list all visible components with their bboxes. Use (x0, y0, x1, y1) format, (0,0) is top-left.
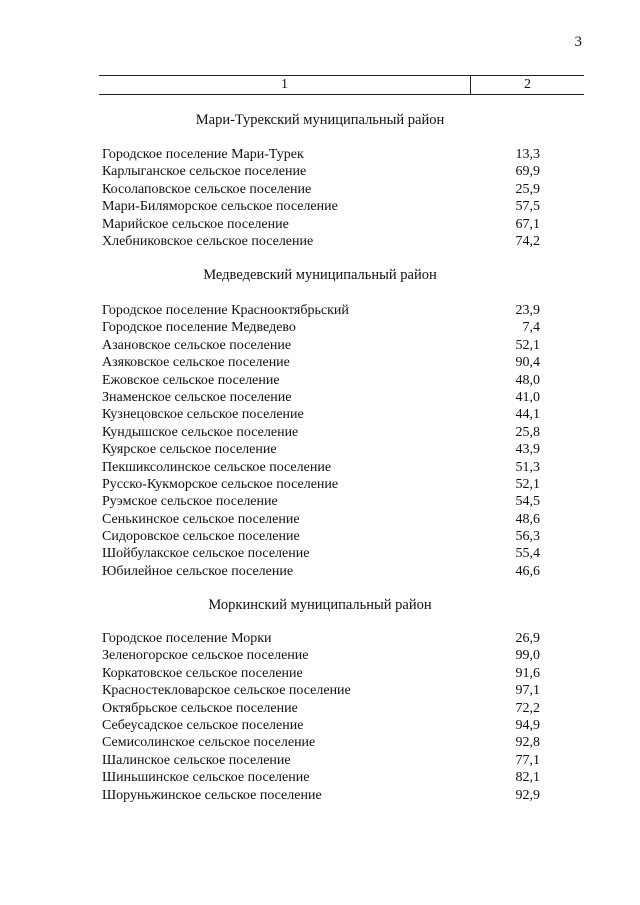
settlement-value: 44,1 (515, 407, 540, 423)
settlement-name: Городское поселение Краснооктябрьский (102, 303, 349, 318)
settlement-value: 91,6 (515, 665, 540, 681)
table-row (102, 647, 540, 664)
table-row (102, 493, 540, 510)
settlement-name: Сидоровское сельское поселение (102, 529, 300, 545)
settlement-value: 48,0 (515, 372, 540, 388)
settlement-name: Семисолинское сельское поселение (102, 735, 316, 751)
table-row (102, 441, 540, 458)
table-row (102, 406, 540, 423)
table-row (102, 752, 540, 769)
settlement-name: Азяковское сельское поселение (102, 355, 290, 371)
settlement-name: Городское поселение Мари-Турек (102, 147, 304, 162)
table-row (102, 787, 540, 804)
settlement-name: Сенькинское сельское поселение (102, 511, 300, 527)
table-row (102, 319, 540, 336)
table-row (102, 372, 540, 389)
page-number: 3 (574, 34, 582, 50)
settlement-name: Зеленогорское сельское поселение (102, 648, 309, 664)
table-row (102, 354, 540, 371)
column-1-header: 1 (99, 76, 471, 94)
settlement-value: 25,8 (515, 424, 540, 440)
settlement-name: Марийское сельское поселение (102, 216, 289, 232)
section-title-medvedevo: Медведевский муниципальный район (203, 267, 437, 283)
settlement-value: 82,1 (515, 770, 540, 786)
table-row (102, 476, 540, 493)
settlement-name: Кундышское сельское поселение (102, 424, 299, 440)
settlement-value: 46,6 (515, 563, 540, 579)
table-row (102, 424, 540, 441)
section-rows-mari-turek (102, 146, 540, 250)
table-row (102, 459, 540, 476)
settlement-name: Азановское сельское поселение (102, 337, 292, 353)
settlement-value: 51,3 (515, 459, 540, 475)
table-row (102, 734, 540, 751)
table-row (102, 528, 540, 545)
settlement-name: Юбилейное сельское поселение (102, 563, 294, 579)
column-2-header: 2 (524, 77, 531, 92)
table-row (102, 233, 540, 250)
settlement-value: 69,9 (515, 164, 540, 180)
table-header (99, 75, 584, 95)
table-row (102, 545, 540, 562)
settlement-value: 54,5 (515, 494, 540, 510)
settlement-value: 74,2 (515, 233, 540, 249)
settlement-value: 97,1 (515, 683, 540, 699)
settlement-name: Кузнецовское сельское поселение (102, 407, 304, 423)
table-row (102, 198, 540, 215)
table-row (102, 163, 540, 180)
table-row (102, 146, 540, 163)
table-row (102, 769, 540, 786)
settlement-name: Пекшиксолинское сельское поселение (102, 459, 332, 475)
settlement-value: 48,6 (515, 511, 540, 527)
settlement-name: Мари-Биляморское сельское поселение (102, 199, 338, 215)
settlement-name: Русско-Кукморское сельское поселение (102, 476, 339, 492)
settlement-name: Шиньшинское сельское поселение (102, 770, 310, 786)
section-rows-morki (102, 630, 540, 804)
section-title-morki: Моркинский муниципальный район (208, 597, 432, 613)
settlement-value: 90,4 (515, 355, 540, 371)
settlement-value: 25,9 (515, 181, 540, 197)
settlement-value: 55,4 (515, 546, 540, 562)
table-row (102, 302, 540, 319)
table-row (102, 389, 540, 406)
table-row (102, 630, 540, 647)
settlement-value: 43,9 (515, 442, 540, 458)
table-row (102, 563, 540, 580)
table-row (102, 337, 540, 354)
settlement-value: 72,2 (515, 700, 540, 716)
settlement-name: Коркатовское сельское поселение (102, 665, 303, 681)
settlement-name: Шалинское сельское поселение (102, 752, 291, 768)
settlement-value: 92,9 (515, 787, 540, 803)
table-row (102, 511, 540, 528)
settlement-value: 52,1 (515, 337, 540, 353)
settlement-value: 77,1 (515, 752, 540, 768)
settlement-name: Ежовское сельское поселение (102, 372, 280, 388)
settlement-value: 26,9 (515, 631, 540, 646)
settlement-value: 52,1 (515, 476, 540, 492)
settlement-name: Карлыганское сельское поселение (102, 164, 307, 180)
settlement-value: 99,0 (515, 648, 540, 664)
settlement-name: Куярское сельское поселение (102, 442, 277, 458)
settlement-value: 67,1 (515, 216, 540, 232)
settlement-name: Октябрьское сельское поселение (102, 700, 298, 716)
section-title-mari-turek: Мари-Турекский муниципальный район (195, 112, 445, 128)
settlement-value: 23,9 (515, 303, 540, 318)
settlement-value: 7,4 (522, 320, 540, 336)
settlement-name: Городское поселение Морки (102, 631, 272, 646)
settlement-name: Хлебниковское сельское поселение (102, 233, 314, 249)
table-row (102, 181, 540, 198)
settlement-name: Знаменское сельское поселение (102, 389, 292, 405)
table-row (102, 665, 540, 682)
settlement-name: Шойбулакское сельское поселение (102, 546, 310, 562)
settlement-name: Городское поселение Медведево (102, 320, 296, 336)
settlement-value: 13,3 (515, 147, 540, 162)
settlement-name: Шоруньжинское сельское поселение (102, 787, 322, 803)
table-row (102, 682, 540, 699)
settlement-name: Косолаповское сельское поселение (102, 181, 312, 197)
settlement-name: Красностекловарское сельское поселение (102, 683, 351, 699)
settlement-value: 41,0 (515, 389, 540, 405)
table-row (102, 700, 540, 717)
table-row (102, 216, 540, 233)
settlement-name: Руэмское сельское поселение (102, 494, 278, 510)
settlement-value: 56,3 (515, 529, 540, 545)
settlement-value: 94,9 (515, 717, 540, 733)
settlement-value: 57,5 (515, 199, 540, 215)
section-rows-medvedevo (102, 302, 540, 580)
table-row (102, 717, 540, 734)
settlement-name: Себеусадское сельское поселение (102, 717, 304, 733)
settlement-value: 92,8 (515, 735, 540, 751)
